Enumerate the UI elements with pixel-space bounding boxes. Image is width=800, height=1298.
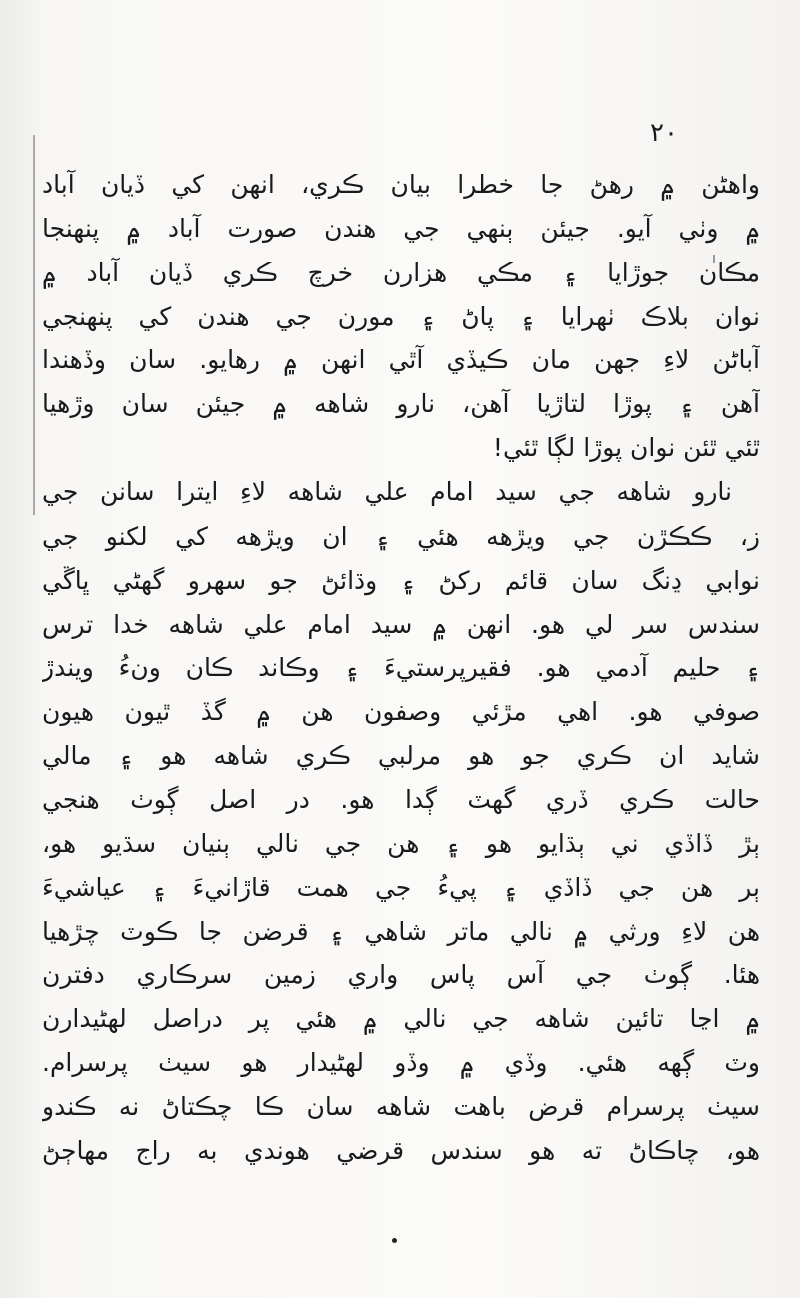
text-line: هن لاءِ ورثي ۾ نالي ماتر شاهي ۽ قرضن جا ڪوٽ چڙهيا <box>42 917 760 946</box>
text-line: مڪان جوڙايا ۽ مڪي هزارن خرچ ڪري ڏيان آباد ۾ <box>42 258 760 287</box>
text-line: سيٺ پرسرام قرض باهت شاهه سان ڪا چڪتاڻ نه ڪندو <box>42 1092 760 1121</box>
text-line: ۾ اڃا تائين شاهه جي نالي ۾ هئي پر دراصل لهڻيدارن <box>42 1004 760 1033</box>
text-line: ۾ وٺي آيو. جيئن ٻنهي جي هندن صورت آباد ۾ پنهنجا <box>42 214 760 243</box>
text-line: وٽ ڳهه هئي. وڏي ۾ وڏو لهڻيدار هو سيٺ پرسرام. <box>42 1048 760 1077</box>
text-line: صوفي هو. اهي مڙئي وصفون هن ۾ گڏ ٿيون هيون <box>42 697 760 726</box>
margin-rule <box>33 135 35 515</box>
text-line: ٻر هن جي ڏاڏي ۽ پيءُ جي همت قاڙانيءَ ۽ عياشيءَ <box>42 873 760 902</box>
text-line: شايد ان ڪري جو هو مرلبي ڪري شاهه هو ۽ مالي <box>42 741 760 770</box>
text-line: آباڻن لاءِ جهن مان ڪيڏي آٿي انهن ۾ رهايو. سان وڏهندا <box>42 345 760 374</box>
text-line: ز، ڪڪڙن جي ويڙهه هئي ۽ ان ويڙهه کي لکنو جي <box>42 522 760 551</box>
text-line: حالت ڪري ڏري گهٽ ڳدا هو. در اصل ڳوٺ هنجي <box>42 785 760 814</box>
text-line: نوان بلاڪ ٺهرايا ۽ پاڻ ۽ مورن جي هندن کي پنهنجي <box>42 302 760 331</box>
text-line: هئا. ڳوٺ جي آس پاس واري زمين سرڪاري دفترن <box>42 960 760 989</box>
text-line: آهن ۽ پوڙا لتاڙيا آهن، نارو شاهه ۾ جيئن سان وڙهيا <box>42 389 760 418</box>
text-line: واهڻن ۾ رهڻ جا خطرا بيان ڪري، انهن کي ڏيان آباد <box>42 170 760 199</box>
page-number: ٢٠ <box>650 118 678 148</box>
text-line: نوابي ڍنگ سان قائم رکڻ ۽ وڌائڻ جو سهرو گهڻي ڀاڱي <box>42 566 760 595</box>
text-line: نارو شاهه جي سيد امام علي شاهه لاءِ ايترا سانن جي <box>42 477 732 506</box>
text-line: ۽ حليم آدمي هو. فقيرپرستيءَ ۽ وڪاند ڪان ونءُ ويندڙ <box>42 653 760 682</box>
text-line: هو، چاڪاڻ ته هو سندس قرضي هوندي به راج مهاڄڻ <box>42 1136 760 1165</box>
footer-dot <box>392 1238 397 1243</box>
text-line: سندس سر لي هو. انهن ۾ سيد امام علي شاهه خدا ترس <box>42 610 760 639</box>
text-line: ٻڙ ڏاڏي ني ٻڌايو هو ۽ هن جي نالي ٻنيان سڌيو هو، <box>42 829 760 858</box>
text-line: ٿئي ٿئن نوان پوڙا لڳا ٿئي! <box>492 433 760 462</box>
